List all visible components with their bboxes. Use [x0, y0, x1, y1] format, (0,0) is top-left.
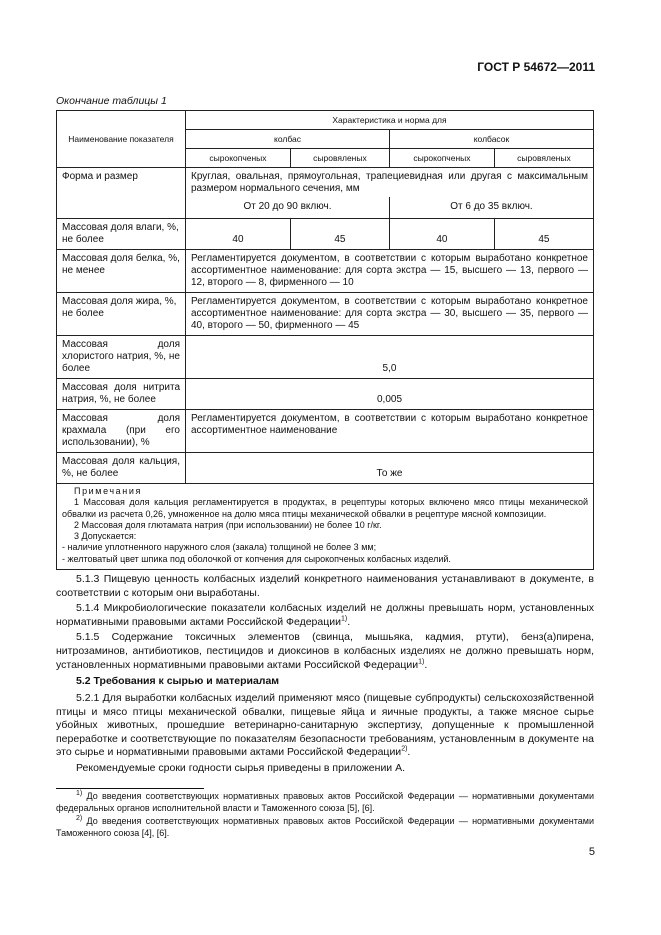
table-row	[57, 410, 594, 453]
row-text: Регламентируется документом, в соответствии с которым выработано конкретное ассортиментное наименование: для сорта экстра — 30, высшего — 35, первого — 40, второго — 50, фирменного — 45	[186, 293, 594, 336]
footnote-text: До введения соответствующих нормативных правовых актов Российской Федерации — нормативными документами Таможенного союза [4], [6].	[56, 816, 594, 838]
header-characteristic: Характеристика и норма для	[186, 111, 594, 130]
row-text: Регламентируется документом, в соответствии с которым выработано конкретное ассортиментное наименование: для сорта экстра — 15, высшего — 13, первого — 12, второго — 8, фирменного — 10	[186, 250, 594, 293]
paragraph-5-1-4: 5.1.4 Микробиологические показатели колбасных изделий не должны превышать норм, установленных нормативными правовыми актами Российской Федерации$^{1)}$.	[56, 602, 594, 628]
row-name: Массовая доля белка, %, не менее	[57, 250, 186, 293]
page-number: 5	[588, 846, 595, 858]
footnote-mark: 1)	[76, 790, 83, 797]
note-3b: - желтоватый цвет шпика под оболочкой от копчения для сырокопченых колбасных изделий.	[62, 553, 451, 564]
body-text	[56, 573, 594, 674]
table-row	[57, 293, 594, 336]
footnote-text: До введения соответствующих нормативных правовых актов Российской Федерации — нормативными документами федеральных органов исполнительной власти и Таможенного союза [5], [6].	[56, 791, 594, 813]
indicators-table	[56, 110, 594, 570]
header-kolbas-syrokopch: сырокопченых	[186, 149, 291, 168]
paragraph-5-2-1: 5.2.1 Для выработки колбасных изделий применяют мясо (пищевые субпродукты) сельскохозяйственной птицы и мясо птицы механической обвалки, пищевые яйца и яичные продукты, а также мясное сырье убойных животных, прошедшие ветеринарно-санитарную экспертизу, допущенные к промышленной переработке и соответствующие по показателям безопасности требованиям, установленным в документе на это сырье и нормативными правовыми актами Российской Федерации$^{2)}$.	[56, 692, 594, 759]
footnote-ref: 2)	[401, 745, 408, 753]
row-value: 45	[494, 219, 593, 250]
table-row	[57, 250, 594, 293]
row-value: То же	[186, 453, 594, 484]
row-name: Массовая доля нитрита натрия, %, не более	[57, 379, 186, 410]
row-name: Массовая доля кальция, %, не более	[57, 453, 186, 484]
header-kolbasok-syrokopch: сырокопченых	[389, 149, 494, 168]
paragraph-5-1-3: 5.1.3 Пищевую ценность колбасных изделий конкретного наименования устанавливают в документе, в соответствии с которым они выработаны.	[56, 573, 594, 599]
notes-title: Примечания	[74, 486, 142, 496]
footnote-1	[56, 791, 594, 814]
row-value: 0,005	[186, 379, 594, 410]
header-kolbas-syrovyal: сыровяленых	[290, 149, 389, 168]
table-caption: Окончание таблицы 1	[56, 95, 167, 107]
table-notes-row	[57, 484, 594, 570]
body-text-5-2	[56, 692, 594, 778]
table-notes	[57, 484, 594, 570]
row-name: Массовая доля хлористого натрия, %, не более	[57, 336, 186, 379]
header-kolbasok-syrovyal: сыровяленых	[494, 149, 593, 168]
footnote-mark: 2)	[76, 815, 83, 822]
row-name: Форма и размер	[57, 168, 186, 219]
row-value: От 20 до 90 включ.	[186, 197, 390, 219]
footnote-ref: 1)	[340, 615, 348, 623]
row-value: 40	[186, 219, 291, 250]
note-3: 3 Допускается:	[74, 531, 137, 542]
row-value: 45	[290, 219, 389, 250]
note-2: 2 Массовая доля глютамата натрия (при использовании) не более 10 г/кг.	[74, 519, 382, 530]
document-id: ГОСТ Р 54672—2011	[477, 60, 595, 74]
footnote-divider	[56, 788, 204, 789]
table-row	[57, 336, 594, 379]
row-name: Массовая доля влаги, %, не более	[57, 219, 186, 250]
row-text: Круглая, овальная, прямоугольная, трапециевидная или другая с максимальным размером нормального сечения, мм	[186, 168, 594, 198]
row-name: Массовая доля жира, %, не более	[57, 293, 186, 336]
footnote-ref: 1)	[418, 658, 425, 666]
table-row	[57, 219, 594, 250]
row-value: От 6 до 35 включ.	[389, 197, 593, 219]
header-kolbas: колбас	[186, 130, 390, 149]
header-indicator: Наименование показателя	[57, 111, 186, 168]
row-name: Массовая доля крахмала (при его использовании), %	[57, 410, 186, 453]
note-3a: - наличие уплотненного наружного слоя (закала) толщиной не более 3 мм;	[62, 542, 377, 553]
section-heading: 5.2 Требования к сырью и материалам	[76, 675, 280, 687]
paragraph-recommended: Рекомендуемые сроки годности сырья приведены в приложении А.	[76, 761, 406, 774]
table-header-row	[57, 111, 594, 130]
table-row	[57, 379, 594, 410]
footnote-2	[56, 816, 594, 839]
header-kolbasok: колбасок	[389, 130, 593, 149]
table-row	[57, 453, 594, 484]
paragraph-5-1-5: 5.1.5 Содержание токсичных элементов (свинца, мышьяка, кадмия, ртути), бенз(а)пирена, нитрозаминов, антибиотиков, пестицидов и диоксинов в колбасных изделиях не должно превышать норм, установленных нормативными правовыми актами Российской Федерации$^{1)}$.	[56, 631, 594, 671]
row-value: 5,0	[186, 336, 594, 379]
table-row	[57, 168, 594, 198]
note-1: 1 Массовая доля кальция регламентируется в продуктах, в рецептуры которых включено мясо птицы механической обвалки из расчета 0,26, умноженное на долю мяса птицы механической обвалки в рецептуре мясной композиции.	[62, 497, 588, 519]
row-text: Регламентируется документом, в соответствии с которым выработано конкретное ассортиментное наименование	[186, 410, 594, 453]
row-value: 40	[389, 219, 494, 250]
